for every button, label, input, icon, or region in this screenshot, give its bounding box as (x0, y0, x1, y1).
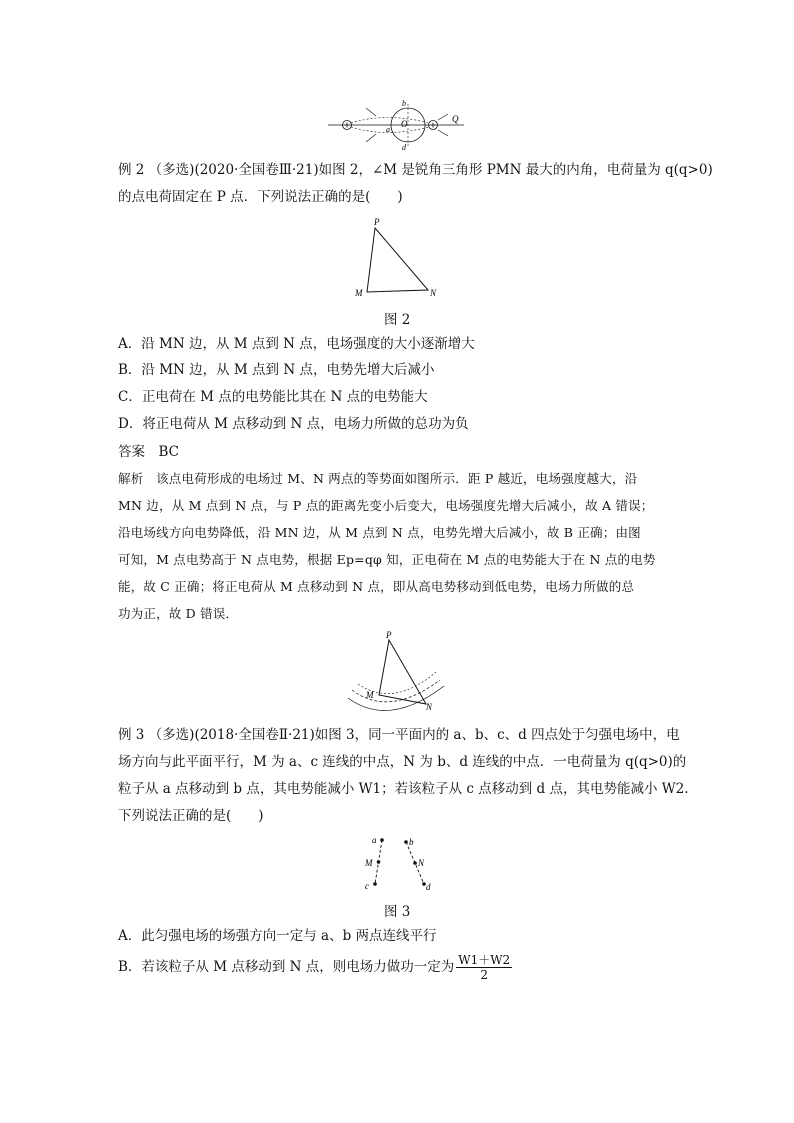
example-2-analysis-line-3: 沿电场线方向电势降低，沿 MN 边，从 M 点到 N 点，电势先增大后减小，故 B 正确；由图 (118, 525, 641, 540)
example-3-stem-line-1: 例 3 （多选)(2018·全国卷Ⅱ·21)如图 3，同一平面内的 a、b、c、d 四点处于匀强电场中，电 (118, 727, 680, 743)
fig1-label-q: Q (452, 114, 459, 124)
example-2-stem-line-2: 的点电荷固定在 P 点．下列说法正确的是( ) (118, 189, 403, 205)
fig3-label-m: M (365, 858, 373, 868)
example-3-option-b-text: B．若该粒子从 M 点移动到 N 点，则电场力做功一定为 (118, 959, 455, 975)
figure-2-equipotential (344, 630, 448, 716)
fig2b-label-n: N (426, 702, 433, 712)
example-2-stem-line-1: 例 2 （多选)(2020·全国卷Ⅲ·21)如图 2，∠M 是锐角三角形 PMN 最大的内角，电荷量为 q(q>0) (118, 162, 713, 178)
fig1-label-d: d (402, 143, 406, 152)
figure-3-points (360, 832, 440, 894)
example-2-analysis-line-2: MN 边，从 M 点到 N 点，与 P 点的距离先变小后变大，电场强度先增大后减小，故 A 错误； (118, 498, 654, 513)
example-3-option-a: A．此匀强电场的场强方向一定与 a、b 两点连线平行 (118, 928, 437, 944)
example-3-stem-line-3: 粒子从 a 点移动到 b 点，其电势能减小 W1；若该粒子从 c 点移动到 d 点，其电势能减小 W2. (118, 781, 689, 797)
fig2-label-m: M (355, 288, 363, 298)
example-2-option-c: C．正电荷在 M 点的电势能比其在 N 点的电势能大 (118, 389, 428, 405)
example-3-option-b (118, 950, 512, 984)
fig1-label-b: b (402, 99, 406, 108)
example-2-answer: 答案 BC (118, 444, 180, 460)
work-fraction (456, 953, 512, 982)
figure-3-caption: 图 3 (384, 904, 411, 920)
fraction-denominator: 2 (480, 968, 489, 982)
example-2-analysis-line-4: 可知，M 点电势高于 N 点电势，根据 Ep=qφ 知，正电荷在 M 点的电势能大于在 N 点的电势 (118, 552, 656, 567)
example-2-analysis-line-6: 功为正，故 D 错误． (118, 606, 239, 621)
fig3-label-a: a (372, 835, 377, 845)
example-2-analysis-line-1: 解析 该点电荷形成的电场过 M、N 两点的等势面如图所示．距 P 越近，电场强度越大，沿 (118, 471, 638, 486)
fig3-label-d: d (426, 882, 431, 892)
fraction-numerator: W1＋W2 (458, 953, 511, 967)
example-2-option-b: B．沿 MN 边，从 M 点到 N 点，电势先增大后减小 (118, 362, 435, 378)
example-2-option-a: A．沿 MN 边，从 M 点到 N 点，电场强度的大小逐渐增大 (118, 336, 475, 352)
fig2-label-p: P (374, 217, 380, 227)
example-2-option-d: D．将正电荷从 M 点移动到 N 点，电场力所做的总功为负 (118, 416, 469, 432)
fig2-label-n: N (430, 288, 437, 298)
figure-2-triangle (350, 214, 446, 300)
example-2-analysis-line-5: 能，故 C 正确；将正电荷从 M 点移动到 N 点，即从高电势移动到低电势，电场力所做的总 (118, 579, 635, 594)
fig3-label-b: b (409, 837, 414, 847)
fig3-label-n: N (418, 858, 425, 868)
figure-1-field-lines (326, 96, 466, 152)
fig2b-label-m: M (366, 690, 374, 700)
fig1-label-a: a (386, 125, 390, 134)
fig1-label-o: O (401, 119, 408, 129)
figure-2-caption: 图 2 (384, 312, 411, 328)
example-3-stem-line-4: 下列说法正确的是( ) (118, 808, 264, 824)
fig3-label-c: c (365, 881, 369, 891)
fig2b-label-p: P (386, 630, 392, 640)
example-3-stem-line-2: 场方向与此平面平行，M 为 a、c 连线的中点，N 为 b、d 连线的中点．一电荷量为 q(q>0)的 (118, 754, 687, 770)
